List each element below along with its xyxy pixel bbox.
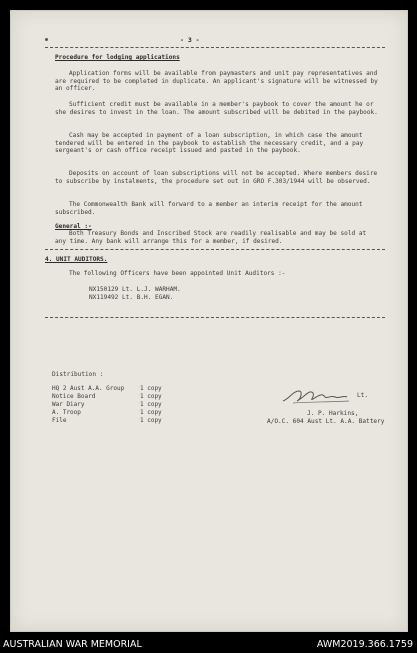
handwritten-signature — [279, 385, 361, 407]
page-number: - 3 - — [180, 36, 200, 44]
auditor-1: NX150129 Lt. L.J. WARHAM. — [89, 286, 181, 293]
header-rule — [45, 47, 385, 48]
distribution-copies: 1 copy — [140, 409, 162, 416]
distribution-copies: 1 copy — [140, 401, 162, 408]
signature-suffix: Lt. — [357, 392, 369, 399]
distribution-copies: 1 copy — [140, 385, 162, 392]
paragraph-3: Cash may be accepted in payment of a loan subscription, in which case the amount tendered will be entered in the paybook to establish the necessary credit, and a pay sergeant's or cash office receipt issued and pasted in the paybook. — [55, 132, 364, 155]
distribution-label: Distribution : — [52, 371, 104, 378]
signatory-title: A/O.C. 604 Aust Lt. A.A. Battery — [267, 418, 385, 425]
paragraph-1: Application forms will be available from paymasters and unit pay representatives and are required to be completed in duplicate. An applicant's signature will be witnessed by an officer. — [55, 70, 378, 93]
distribution-row — [52, 409, 162, 417]
distribution-row — [52, 393, 162, 401]
paragraph-2: Sufficient credit must be available in a member's paybook to cover the amount he or she desires to invest in the loan. The amount subscribed will be debited in the paybook. — [55, 101, 378, 116]
distribution-item: A. Troop — [52, 409, 81, 416]
general-text: Both Treasury Bonds and Inscribed Stock are readily realisable and may be sold at any time. Any bank will arrange this for a member, if desired. — [55, 230, 367, 245]
distribution-item: Notice Board — [52, 393, 96, 400]
paragraph-4: Deposits on account of loan subscriptions will not be accepted. Where members desire to subscribe by instalments, the procedure set out in GRO F.303/1944 will be observed. — [55, 170, 378, 185]
footer-accession-number: AWM2019.366.1759 — [316, 639, 413, 650]
section4-intro: The following Officers have been appointed Unit Auditors :- — [69, 270, 286, 277]
distribution-item: HQ 2 Aust A.A. Group — [52, 385, 125, 392]
punch-hole-mark — [45, 38, 48, 41]
distribution-item: File — [52, 417, 67, 424]
archive-footer — [0, 637, 417, 653]
distribution-row — [52, 385, 162, 393]
auditor-2: NX119492 Lt. B.H. EGAN. — [89, 294, 174, 301]
signatory-name: J. P. Harkins, — [307, 410, 359, 417]
distribution-copies: 1 copy — [140, 393, 162, 400]
distribution-item: War Diary — [52, 401, 85, 408]
distribution-row — [52, 417, 162, 425]
distribution-copies: 1 copy — [140, 417, 162, 424]
section-heading: Procedure for lodging applications — [55, 54, 180, 61]
document-page — [10, 10, 408, 632]
distribution-row — [52, 401, 162, 409]
paragraph-5: The Commonwealth Bank will forward to a member an interim receipt for the amount subscribed. — [55, 201, 363, 216]
footer-institution: AUSTRALIAN WAR MEMORIAL — [3, 639, 142, 650]
section-divider — [45, 249, 385, 250]
general-label: General :- — [55, 223, 92, 230]
section4-label: 4. UNIT AUDITORS. — [45, 256, 108, 263]
section-divider-2 — [45, 317, 385, 318]
